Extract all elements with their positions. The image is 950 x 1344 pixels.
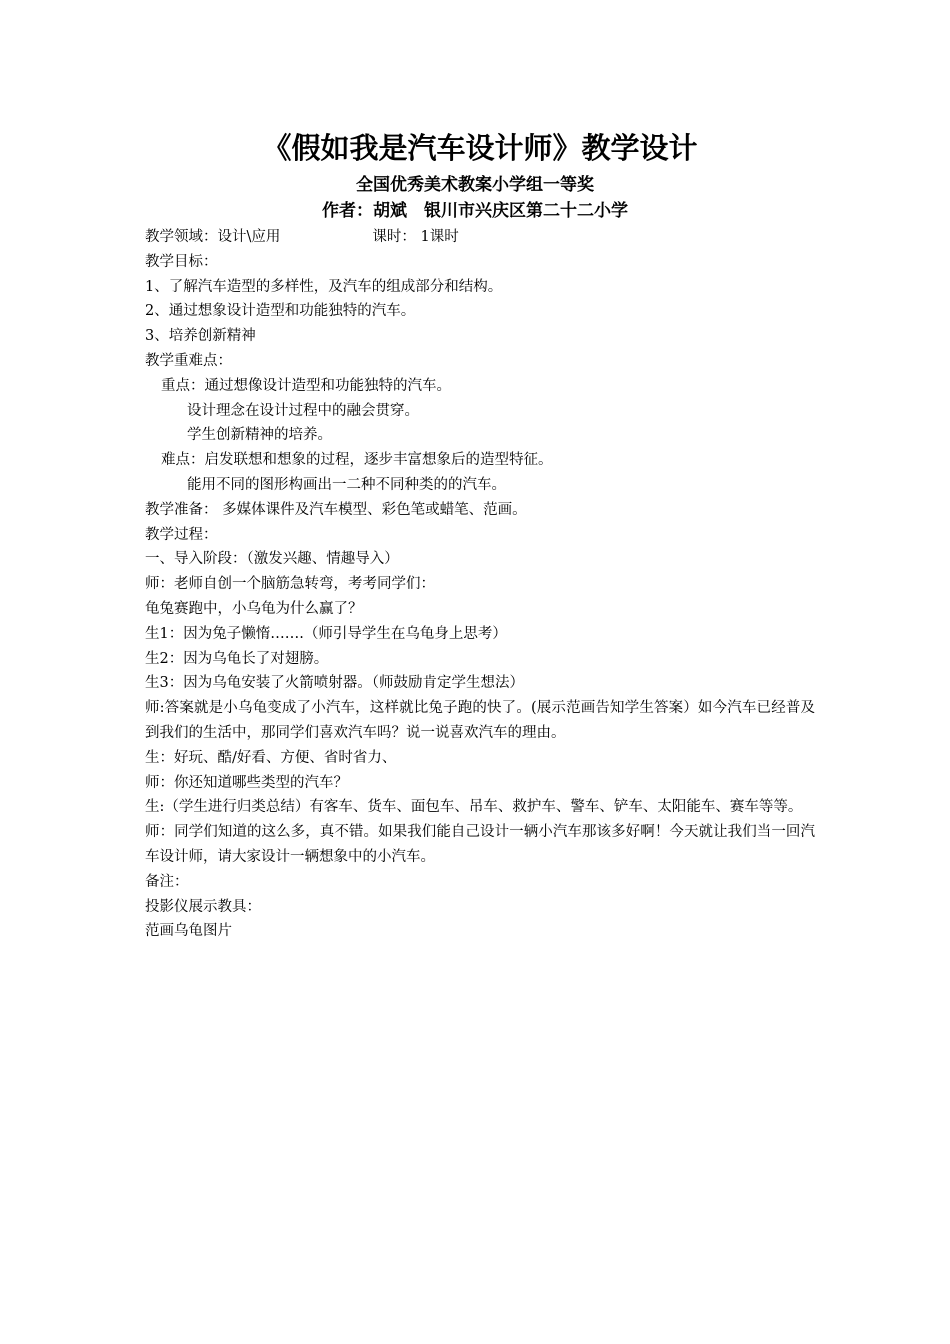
process-line: 一、导入阶段：（激发兴趣、情趣导入） — [145, 551, 399, 568]
teaching-domain: 教学领域：设计\应用 — [145, 229, 281, 245]
preparation-line: 教学准备： 多媒体课件及汽车模型、彩色笔或蜡笔、范画。 — [145, 501, 527, 518]
goal-item: 1、了解汽车造型的多样性，及汽车的组成部分和结构。 — [145, 278, 503, 295]
meta-line — [145, 225, 815, 250]
keypoints-heading: 教学重难点： — [145, 352, 232, 369]
process-heading: 教学过程： — [145, 526, 218, 543]
notes-line: 投影仪展示教具： — [145, 898, 261, 915]
goal-item: 2、通过想象设计造型和功能独特的汽车。 — [145, 303, 416, 320]
key-point: 设计理念在设计过程中的融会贯穿。 — [187, 402, 419, 419]
students-fun-line: 生：好玩、酷/好看、方便、省时省力、 — [145, 749, 397, 766]
process-line: 生1：因为兔子懒惰…….（师引导学生在乌龟身上思考） — [145, 625, 507, 642]
difficult-point: 能用不同的图形构画出一二种不同种类的的汽车。 — [187, 476, 506, 493]
goal-item: 3、培养创新精神 — [145, 328, 256, 345]
key-point: 学生创新精神的培养。 — [187, 427, 332, 444]
teacher-types-line: 师：你还知道哪些类型的汽车？ — [145, 774, 348, 791]
notes-heading: 备注： — [145, 873, 189, 890]
process-line: 生3：因为乌龟安装了火箭喷射器。（师鼓励肯定学生想法） — [145, 675, 524, 692]
class-hours: 课时： 1课时 — [372, 229, 459, 245]
goals-heading: 教学目标： — [145, 253, 218, 270]
document-body — [145, 225, 815, 944]
key-point: 重点：通过想像设计造型和功能独特的汽车。 — [161, 377, 451, 394]
process-line: 师：老师自创一个脑筋急转弯，考考同学们： — [145, 576, 435, 593]
author-line: 作者：胡斌 银川市兴庆区第二十二小学 — [322, 201, 628, 221]
document-title: 《假如我是汽车设计师》教学设计 — [262, 131, 698, 165]
difficult-point: 难点：启发联想和想象的过程，逐步丰富想象后的造型特征。 — [161, 452, 553, 469]
teacher-design-paragraph: 师：同学们知道的这么多，真不错。如果我们能自己设计一辆小汽车那该多好啊！今天就让我们当一回汽车设计师，请大家设计一辆想象中的小汽车。 — [145, 824, 815, 865]
students-types-paragraph: 生:（学生进行归类总结）有客车、货车、面包车、吊车、救护车、警车、铲车、太阳能车、赛车等等。 — [145, 799, 803, 816]
process-line: 生2：因为乌龟长了对翅膀。 — [145, 650, 329, 667]
process-line: 龟兔赛跑中，小乌龟为什么赢了？ — [145, 600, 363, 617]
notes-line: 范画乌龟图片 — [145, 923, 232, 940]
answer-paragraph: 师:答案就是小乌龟变成了小汽车，这样就比兔子跑的快了。(展示范画告知学生答案）如今汽车已经普及到我们的生活中，那同学们喜欢汽车吗？说一说喜欢汽车的理由。 — [145, 700, 815, 741]
award-line: 全国优秀美术教案小学组一等奖 — [356, 175, 594, 195]
